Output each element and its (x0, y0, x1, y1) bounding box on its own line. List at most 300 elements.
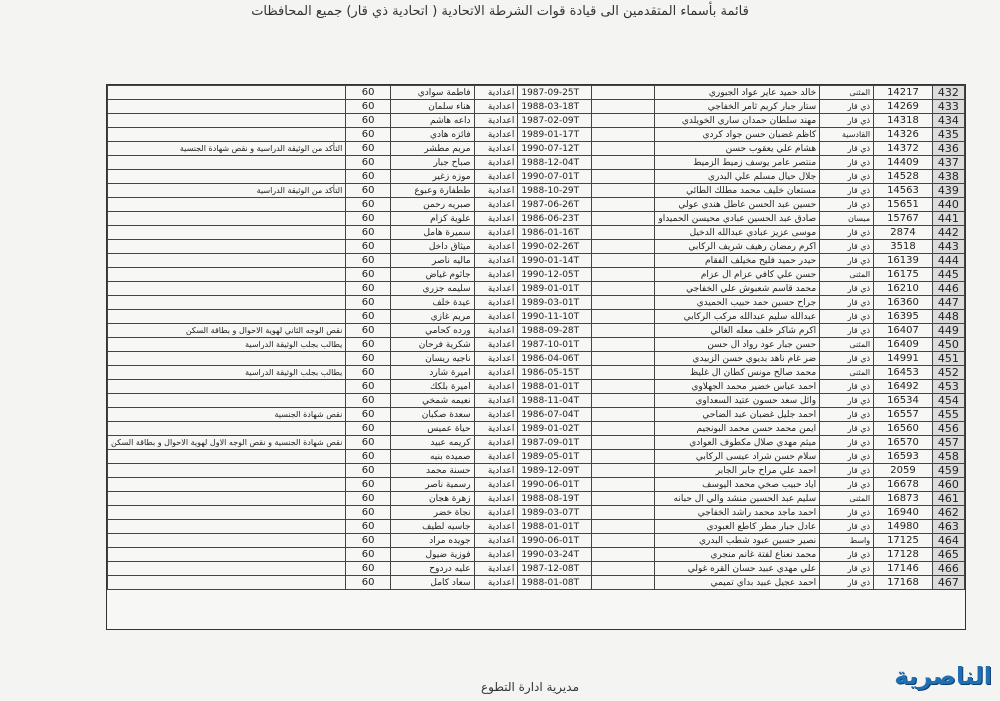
note-cell (108, 534, 346, 548)
province-cell: ذي قار (820, 562, 874, 576)
note-cell (108, 114, 346, 128)
table-row (108, 114, 965, 128)
note-cell (108, 450, 346, 464)
mother-name-cell: سميرة هامل (390, 226, 474, 240)
gap-cell (591, 226, 655, 240)
row-number-cell: 440 (932, 198, 964, 212)
row-number-cell: 435 (932, 128, 964, 142)
document-title: قائمة بأسماء المتقدمين الى قيادة قوات الشرطة الاتحادية ( اتحادية ذي قار) جميع المحافظات (251, 4, 749, 19)
row-number-cell: 447 (932, 296, 964, 310)
table-row (108, 478, 965, 492)
applicant-id-cell: 16678 (874, 478, 933, 492)
age-cell: 60 (346, 548, 391, 562)
education-cell: اعدادية (474, 422, 518, 436)
applicants-sheet (106, 84, 966, 630)
gap-cell (591, 422, 655, 436)
applicant-id-cell: 16557 (874, 408, 933, 422)
row-number-cell: 465 (932, 548, 964, 562)
age-cell: 60 (346, 128, 391, 142)
note-cell (108, 576, 346, 590)
table-row (108, 240, 965, 254)
birth-date-cell: 1990-12-05T (518, 268, 591, 282)
mother-name-cell: رسمية ناصر (390, 478, 474, 492)
education-cell: اعدادية (474, 100, 518, 114)
education-cell: اعدادية (474, 436, 518, 450)
province-cell: ذي قار (820, 436, 874, 450)
table-row (108, 366, 965, 380)
row-number-cell: 441 (932, 212, 964, 226)
applicant-name-cell: ستار جبار كريم ثامر الخفاجي (655, 100, 820, 114)
province-cell: ذي قار (820, 226, 874, 240)
birth-date-cell: 1988-10-29T (518, 184, 591, 198)
table-row (108, 86, 965, 100)
note-cell (108, 422, 346, 436)
note-cell (108, 170, 346, 184)
mother-name-cell: علوية كزام (390, 212, 474, 226)
applicant-name-cell: ايمن محمد حسن محمد البونجيم (655, 422, 820, 436)
education-cell: اعدادية (474, 478, 518, 492)
province-cell: ذي قار (820, 170, 874, 184)
logo-text: الناصرية (894, 662, 992, 690)
row-number-cell: 453 (932, 380, 964, 394)
age-cell: 60 (346, 520, 391, 534)
mother-name-cell: ميثاق داخل (390, 240, 474, 254)
note-cell (108, 380, 346, 394)
age-cell: 60 (346, 254, 391, 268)
age-cell: 60 (346, 184, 391, 198)
note-cell (108, 240, 346, 254)
applicant-name-cell: حيدر حميد فليح مخيلف الفقام (655, 254, 820, 268)
note-cell (108, 506, 346, 520)
mother-name-cell: شكرية فرحان (390, 338, 474, 352)
row-number-cell: 462 (932, 506, 964, 520)
gap-cell (591, 352, 655, 366)
applicant-name-cell: احمد علي مراح جابر الجابر (655, 464, 820, 478)
education-cell: اعدادية (474, 254, 518, 268)
row-number-cell: 461 (932, 492, 964, 506)
applicant-name-cell: مهند سلطان حمدان ساري الخويلدي (655, 114, 820, 128)
row-number-cell: 452 (932, 366, 964, 380)
table-row (108, 212, 965, 226)
row-number-cell: 458 (932, 450, 964, 464)
age-cell: 60 (346, 226, 391, 240)
applicant-id-cell: 16409 (874, 338, 933, 352)
gap-cell (591, 520, 655, 534)
mother-name-cell: جويده مراد (390, 534, 474, 548)
applicant-name-cell: نصير حسين عبود شطب البدري (655, 534, 820, 548)
row-number-cell: 457 (932, 436, 964, 450)
applicant-id-cell: 16175 (874, 268, 933, 282)
age-cell: 60 (346, 422, 391, 436)
age-cell: 60 (346, 478, 391, 492)
applicant-name-cell: احمد ماجد محمد راشد الخفاجي (655, 506, 820, 520)
applicant-name-cell: عبدالله سليم عبدالله مركب الركابي (655, 310, 820, 324)
applicant-id-cell: 2874 (874, 226, 933, 240)
education-cell: اعدادية (474, 408, 518, 422)
applicant-name-cell: حسين عبد الحسن عاطل هندي عولي (655, 198, 820, 212)
applicant-id-cell: 17125 (874, 534, 933, 548)
mother-name-cell: اميرة شارد (390, 366, 474, 380)
mother-name-cell: جاثوم غياض (390, 268, 474, 282)
education-cell: اعدادية (474, 352, 518, 366)
birth-date-cell: 1987-06-26T (518, 198, 591, 212)
province-cell: ذي قار (820, 576, 874, 590)
province-cell: ذي قار (820, 324, 874, 338)
gap-cell (591, 114, 655, 128)
applicant-name-cell: احمد جليل غضبان عبد الضاحي (655, 408, 820, 422)
table-row (108, 296, 965, 310)
note-cell (108, 520, 346, 534)
birth-date-cell: 1989-01-02T (518, 422, 591, 436)
province-cell: ذي قار (820, 254, 874, 268)
applicant-id-cell: 16360 (874, 296, 933, 310)
province-cell: ذي قار (820, 184, 874, 198)
mother-name-cell: صميده بنيه (390, 450, 474, 464)
province-cell: ذي قار (820, 450, 874, 464)
education-cell: اعدادية (474, 184, 518, 198)
note-cell (108, 156, 346, 170)
mother-name-cell: زهرة هجان (390, 492, 474, 506)
birth-date-cell: 1987-12-08T (518, 562, 591, 576)
gap-cell (591, 282, 655, 296)
note-cell (108, 212, 346, 226)
education-cell: اعدادية (474, 296, 518, 310)
province-cell: ذي قار (820, 296, 874, 310)
birth-date-cell: 1988-03-18T (518, 100, 591, 114)
education-cell: اعدادية (474, 156, 518, 170)
gap-cell (591, 366, 655, 380)
education-cell: اعدادية (474, 212, 518, 226)
applicant-name-cell: سلام حسن شراد عيسى الركابي (655, 450, 820, 464)
applicant-name-cell: اكرم رمضان رهيف شريف الركابي (655, 240, 820, 254)
birth-date-cell: 1990-01-14T (518, 254, 591, 268)
gap-cell (591, 142, 655, 156)
province-cell: المثنى (820, 338, 874, 352)
row-number-cell: 442 (932, 226, 964, 240)
applicant-id-cell: 17146 (874, 562, 933, 576)
applicant-name-cell: احمد عباس خضير محمد الجهلاوي (655, 380, 820, 394)
table-row (108, 576, 965, 590)
education-cell: اعدادية (474, 282, 518, 296)
age-cell: 60 (346, 282, 391, 296)
gap-cell (591, 436, 655, 450)
age-cell: 60 (346, 114, 391, 128)
note-cell (108, 394, 346, 408)
applicant-name-cell: محمد نعناع لفتة غانم منجري (655, 548, 820, 562)
applicant-id-cell: 16492 (874, 380, 933, 394)
gap-cell (591, 212, 655, 226)
row-number-cell: 454 (932, 394, 964, 408)
row-number-cell: 459 (932, 464, 964, 478)
table-row (108, 352, 965, 366)
age-cell: 60 (346, 436, 391, 450)
note-cell: التأكد من الوثيقة الدراسية و نقص شهادة الجنسية (108, 142, 346, 156)
gap-cell (591, 254, 655, 268)
row-number-cell: 460 (932, 478, 964, 492)
row-number-cell: 433 (932, 100, 964, 114)
note-cell (108, 282, 346, 296)
applicants-table (107, 85, 965, 590)
education-cell: اعدادية (474, 338, 518, 352)
gap-cell (591, 478, 655, 492)
mother-name-cell: ورده كحامي (390, 324, 474, 338)
note-cell (108, 548, 346, 562)
province-cell: ذي قار (820, 506, 874, 520)
birth-date-cell: 1987-10-01T (518, 338, 591, 352)
education-cell: اعدادية (474, 394, 518, 408)
gap-cell (591, 296, 655, 310)
province-cell: ذي قار (820, 114, 874, 128)
mother-name-cell: عيدة خلف (390, 296, 474, 310)
province-cell: ذي قار (820, 548, 874, 562)
table-row (108, 520, 965, 534)
applicants-table-body (108, 86, 965, 590)
table-row (108, 506, 965, 520)
applicant-id-cell: 3518 (874, 240, 933, 254)
applicant-id-cell: 15767 (874, 212, 933, 226)
age-cell: 60 (346, 142, 391, 156)
gap-cell (591, 240, 655, 254)
mother-name-cell: ططفارة وعبوع (390, 184, 474, 198)
brand-logo (872, 660, 996, 698)
note-cell (108, 226, 346, 240)
mother-name-cell: نعيمه شمخي (390, 394, 474, 408)
note-cell: يطالب بجلب الوثيقة الدراسية (108, 366, 346, 380)
birth-date-cell: 1987-02-09T (518, 114, 591, 128)
province-cell: المثنى (820, 268, 874, 282)
note-cell (108, 492, 346, 506)
province-cell: واسط (820, 534, 874, 548)
gap-cell (591, 380, 655, 394)
province-cell: المثنى (820, 86, 874, 100)
row-number-cell: 437 (932, 156, 964, 170)
applicant-name-cell: احمد عجيل عبيد بداي تميمي (655, 576, 820, 590)
row-number-cell: 445 (932, 268, 964, 282)
birth-date-cell: 1990-02-26T (518, 240, 591, 254)
applicant-id-cell: 16593 (874, 450, 933, 464)
education-cell: اعدادية (474, 450, 518, 464)
row-number-cell: 446 (932, 282, 964, 296)
applicant-name-cell: منتصر عامر يوسف زميط الزميط (655, 156, 820, 170)
gap-cell (591, 324, 655, 338)
applicant-id-cell: 14372 (874, 142, 933, 156)
row-number-cell: 434 (932, 114, 964, 128)
row-number-cell: 436 (932, 142, 964, 156)
birth-date-cell: 1988-01-01T (518, 380, 591, 394)
gap-cell (591, 128, 655, 142)
applicant-name-cell: جراح حسين حمد حبيب الحميدي (655, 296, 820, 310)
row-number-cell: 467 (932, 576, 964, 590)
education-cell: اعدادية (474, 198, 518, 212)
mother-name-cell: هناء سلمان (390, 100, 474, 114)
education-cell: اعدادية (474, 548, 518, 562)
applicant-name-cell: عادل جبار مطر كاطع العبودي (655, 520, 820, 534)
mother-name-cell: داعه هاشم (390, 114, 474, 128)
province-cell: ذي قار (820, 310, 874, 324)
age-cell: 60 (346, 366, 391, 380)
table-row (108, 184, 965, 198)
province-cell: ذي قار (820, 478, 874, 492)
table-row (108, 492, 965, 506)
row-number-cell: 444 (932, 254, 964, 268)
mother-name-cell: حسنة محمد (390, 464, 474, 478)
applicant-id-cell: 14991 (874, 352, 933, 366)
birth-date-cell: 1990-11-10T (518, 310, 591, 324)
age-cell: 60 (346, 492, 391, 506)
birth-date-cell: 1990-07-12T (518, 142, 591, 156)
applicant-id-cell: 2059 (874, 464, 933, 478)
note-cell: نقص الوجه الثاني لهوية الاحوال و بطاقة السكن (108, 324, 346, 338)
education-cell: اعدادية (474, 142, 518, 156)
birth-date-cell: 1989-03-01T (518, 296, 591, 310)
education-cell: اعدادية (474, 464, 518, 478)
birth-date-cell: 1987-09-25T (518, 86, 591, 100)
birth-date-cell: 1990-06-01T (518, 534, 591, 548)
applicant-name-cell: اياد حبيب صخي محمد اليوسف (655, 478, 820, 492)
birth-date-cell: 1986-06-23T (518, 212, 591, 226)
note-cell: التأكد من الوثيقة الدراسية (108, 184, 346, 198)
education-cell: اعدادية (474, 310, 518, 324)
note-cell (108, 464, 346, 478)
row-number-cell: 463 (932, 520, 964, 534)
mother-name-cell: فوزية ضيول (390, 548, 474, 562)
note-cell: يطالب بجلب الوثيقة الدراسية (108, 338, 346, 352)
mother-name-cell: جاسيه لطيف (390, 520, 474, 534)
applicant-name-cell: محمد قاسم شعبوش علي الخفاجي (655, 282, 820, 296)
birth-date-cell: 1989-01-17T (518, 128, 591, 142)
gap-cell (591, 156, 655, 170)
gap-cell (591, 548, 655, 562)
mother-name-cell: فائزه هادي (390, 128, 474, 142)
province-cell: ذي قار (820, 352, 874, 366)
education-cell: اعدادية (474, 506, 518, 520)
applicant-id-cell: 16139 (874, 254, 933, 268)
applicant-id-cell: 16395 (874, 310, 933, 324)
gap-cell (591, 394, 655, 408)
mother-name-cell: اميرة بلكك (390, 380, 474, 394)
birth-date-cell: 1986-05-15T (518, 366, 591, 380)
applicant-id-cell: 14409 (874, 156, 933, 170)
table-row (108, 226, 965, 240)
age-cell: 60 (346, 268, 391, 282)
applicant-name-cell: موسى عزيز عبادي عبدالله الدخيل (655, 226, 820, 240)
row-number-cell: 451 (932, 352, 964, 366)
province-cell: ذي قار (820, 408, 874, 422)
note-cell (108, 198, 346, 212)
education-cell: اعدادية (474, 520, 518, 534)
applicant-id-cell: 14318 (874, 114, 933, 128)
gap-cell (591, 576, 655, 590)
birth-date-cell: 1990-03-24T (518, 548, 591, 562)
applicant-id-cell: 16560 (874, 422, 933, 436)
gap-cell (591, 506, 655, 520)
province-cell: المثنى (820, 492, 874, 506)
applicant-id-cell: 16407 (874, 324, 933, 338)
gap-cell (591, 86, 655, 100)
table-row (108, 422, 965, 436)
note-cell (108, 268, 346, 282)
applicant-id-cell: 15651 (874, 198, 933, 212)
education-cell: اعدادية (474, 366, 518, 380)
education-cell: اعدادية (474, 562, 518, 576)
applicant-name-cell: خالد حميد عاير عواد الجبوري (655, 86, 820, 100)
birth-date-cell: 1988-11-04T (518, 394, 591, 408)
note-cell (108, 310, 346, 324)
table-row (108, 170, 965, 184)
birth-date-cell: 1990-06-01T (518, 478, 591, 492)
note-cell (108, 86, 346, 100)
applicant-name-cell: ميثم مهدي صلال مكطوف العوادي (655, 436, 820, 450)
table-row (108, 534, 965, 548)
age-cell: 60 (346, 170, 391, 184)
applicant-id-cell: 14528 (874, 170, 933, 184)
gap-cell (591, 492, 655, 506)
table-row (108, 338, 965, 352)
applicant-name-cell: صادق عبد الحسين عبادي محيسن الحميداو (655, 212, 820, 226)
age-cell: 60 (346, 212, 391, 226)
age-cell: 60 (346, 534, 391, 548)
age-cell: 60 (346, 394, 391, 408)
birth-date-cell: 1987-09-01T (518, 436, 591, 450)
mother-name-cell: نجاة خضر (390, 506, 474, 520)
education-cell: اعدادية (474, 86, 518, 100)
row-number-cell: 455 (932, 408, 964, 422)
table-row (108, 254, 965, 268)
applicant-id-cell: 14217 (874, 86, 933, 100)
education-cell: اعدادية (474, 226, 518, 240)
province-cell: ذي قار (820, 198, 874, 212)
note-cell (108, 478, 346, 492)
age-cell: 60 (346, 352, 391, 366)
applicant-name-cell: حسن علي كافي عزام ال عزام (655, 268, 820, 282)
province-cell: ذي قار (820, 394, 874, 408)
age-cell: 60 (346, 324, 391, 338)
mother-name-cell: ماليه ناصر (390, 254, 474, 268)
age-cell: 60 (346, 240, 391, 254)
table-row (108, 380, 965, 394)
birth-date-cell: 1988-12-04T (518, 156, 591, 170)
province-cell: ذي قار (820, 520, 874, 534)
table-row (108, 436, 965, 450)
table-row (108, 548, 965, 562)
age-cell: 60 (346, 338, 391, 352)
applicant-name-cell: كاظم غضبان حسن جواد كردي (655, 128, 820, 142)
mother-name-cell: سعدة صكبان (390, 408, 474, 422)
note-cell (108, 296, 346, 310)
note-cell (108, 128, 346, 142)
table-row (108, 324, 965, 338)
row-number-cell: 432 (932, 86, 964, 100)
table-row (108, 282, 965, 296)
birth-date-cell: 1986-04-06T (518, 352, 591, 366)
row-number-cell: 450 (932, 338, 964, 352)
applicant-name-cell: هشام علي يعقوب حسن (655, 142, 820, 156)
age-cell: 60 (346, 100, 391, 114)
age-cell: 60 (346, 156, 391, 170)
table-row (108, 142, 965, 156)
gap-cell (591, 408, 655, 422)
education-cell: اعدادية (474, 380, 518, 394)
education-cell: اعدادية (474, 240, 518, 254)
applicant-id-cell: 16940 (874, 506, 933, 520)
table-row (108, 310, 965, 324)
note-cell (108, 100, 346, 114)
row-number-cell: 466 (932, 562, 964, 576)
gap-cell (591, 464, 655, 478)
mother-name-cell: فاطمة سوادي (390, 86, 474, 100)
mother-name-cell: عليه دردوح (390, 562, 474, 576)
applicant-id-cell: 16210 (874, 282, 933, 296)
